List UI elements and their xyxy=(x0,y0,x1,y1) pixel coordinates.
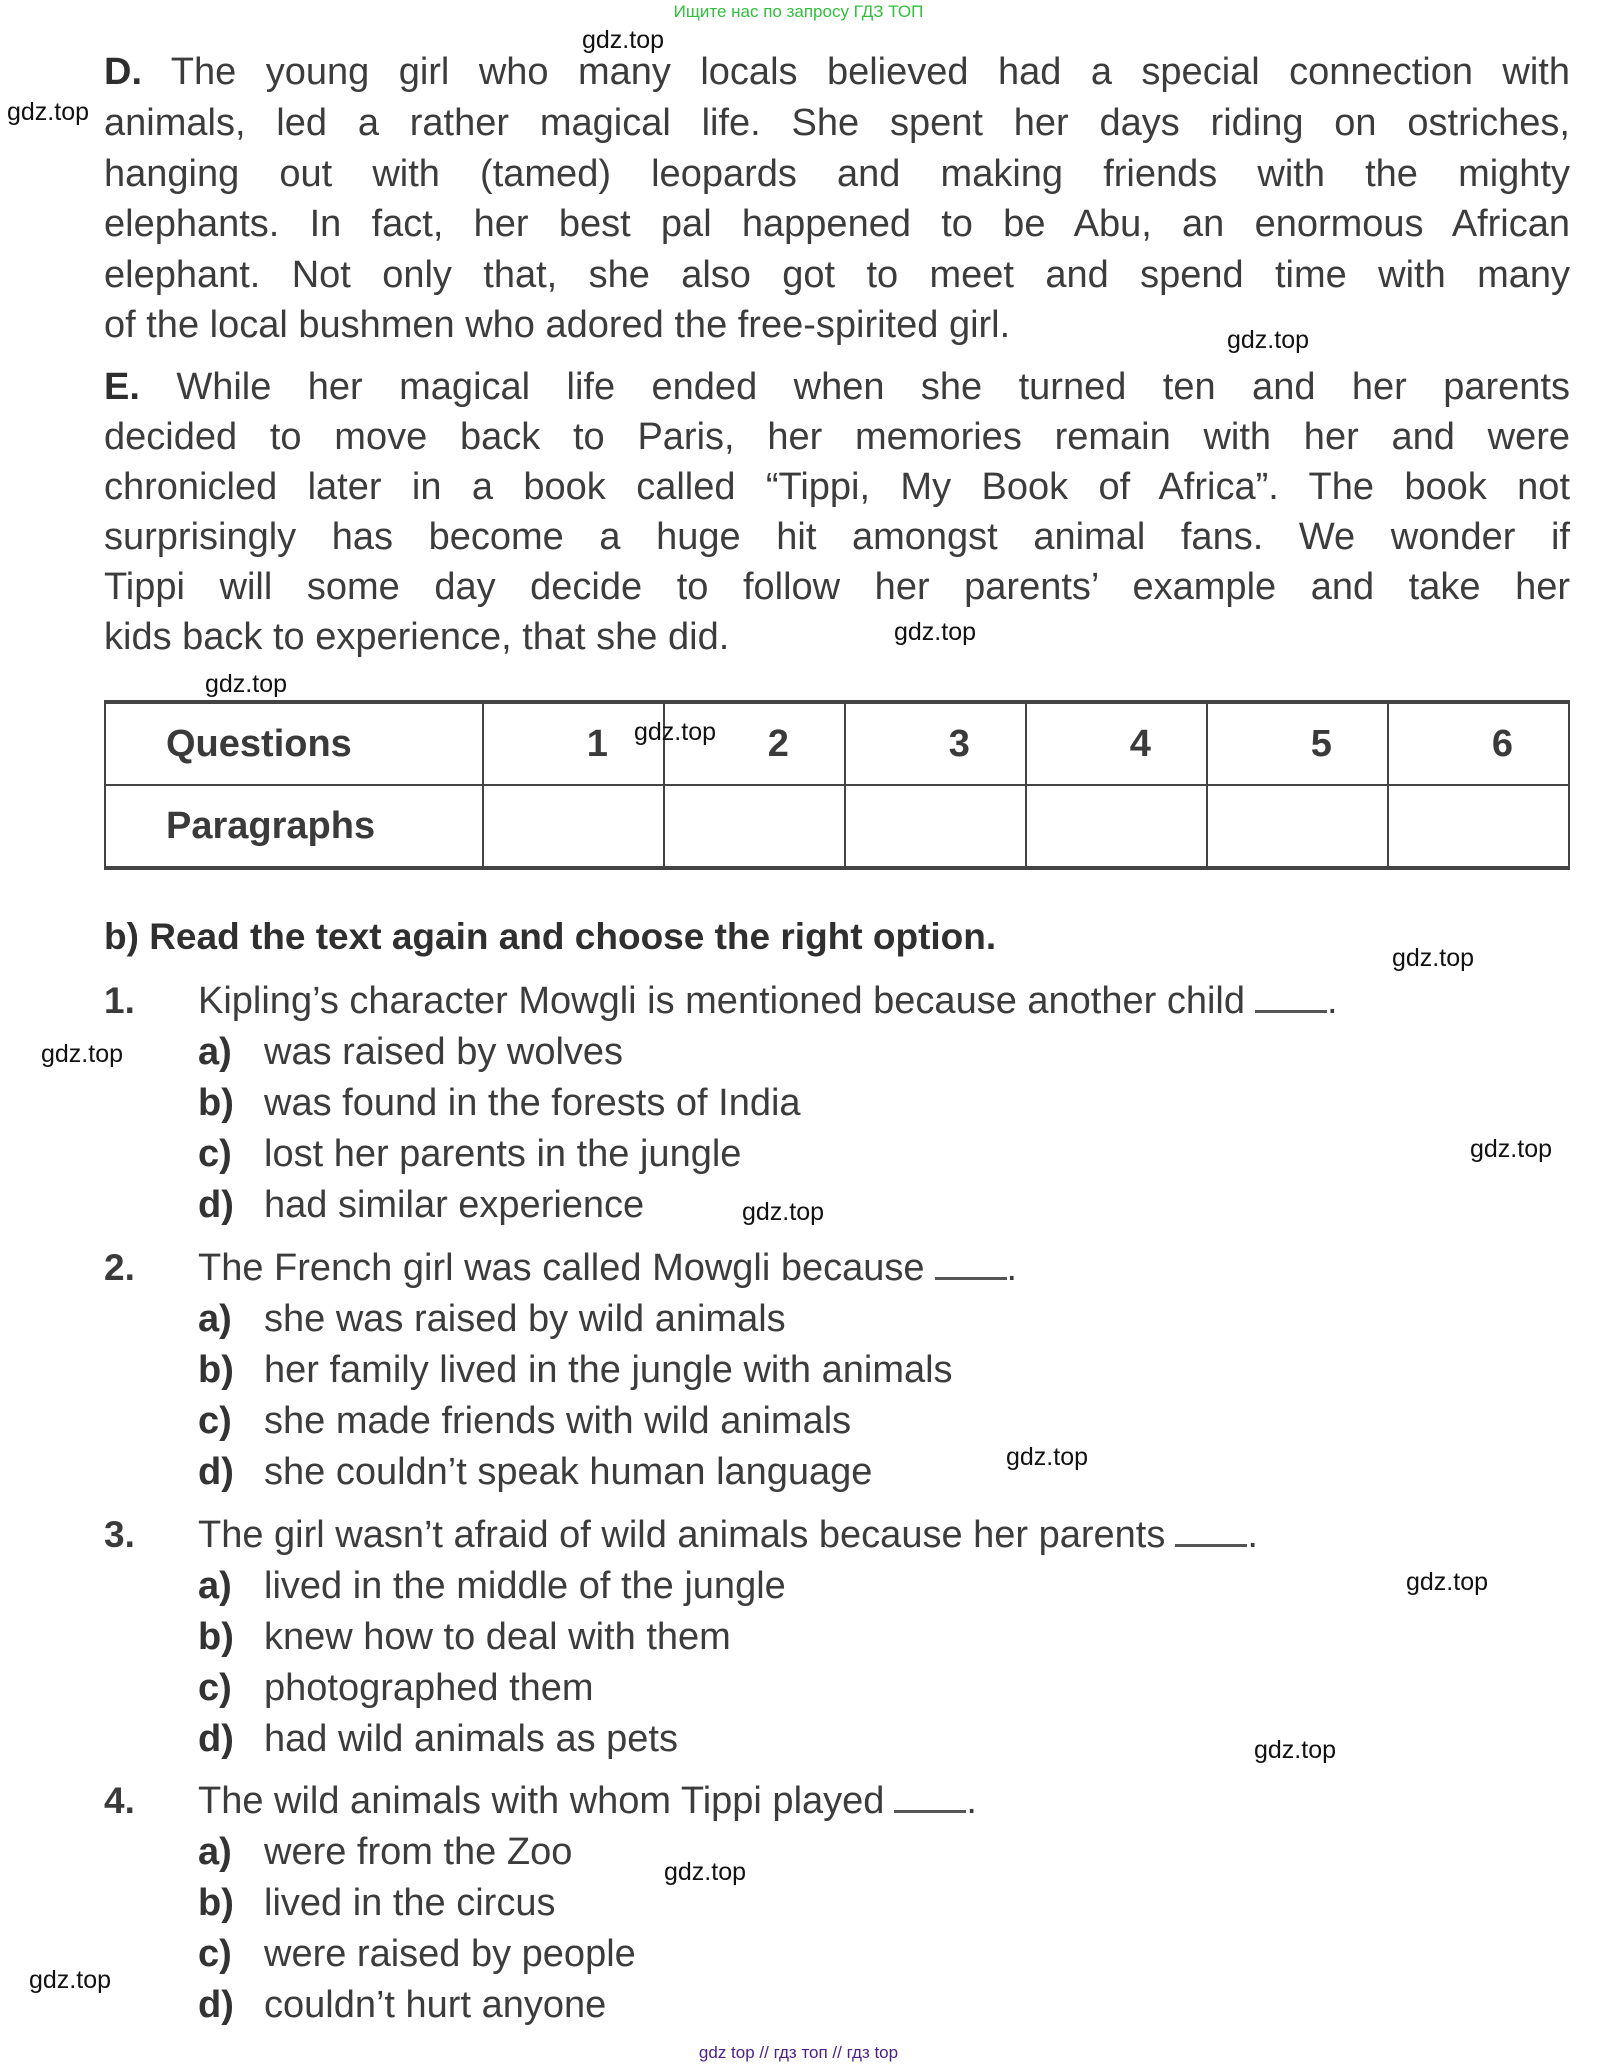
answer-blank xyxy=(1175,1514,1247,1547)
option-letter: b) xyxy=(198,1882,234,1924)
question-number-cell: 4 xyxy=(1026,702,1207,785)
answer-blank xyxy=(935,1247,1007,1280)
paragraph-line: chronicled later in a book called “Tippi, My Book of Africa”. The book not xyxy=(104,466,1570,508)
option-d[interactable] xyxy=(198,1718,678,1761)
paragraph-text: The young girl who many locals believed had a special connection with xyxy=(142,51,1570,93)
paragraph-text: While her magical life ended when she turned ten and her parents xyxy=(139,366,1570,408)
option-letter: b) xyxy=(198,1349,234,1391)
watermark: gdz.top xyxy=(1392,944,1475,972)
paragraph-line: decided to move back to Paris, her memories remain with her and were xyxy=(104,416,1570,458)
option-text: couldn’t hurt anyone xyxy=(264,1984,607,2026)
option-b[interactable] xyxy=(198,1349,953,1392)
question-number-cell: 3 xyxy=(845,702,1026,785)
option-text: she couldn’t speak human language xyxy=(264,1451,873,1493)
option-text: were raised by people xyxy=(264,1933,636,1975)
option-c[interactable] xyxy=(198,1667,594,1710)
answer-cell[interactable] xyxy=(845,785,1026,868)
option-letter: a) xyxy=(198,1831,232,1873)
option-letter: d) xyxy=(198,1451,234,1493)
option-letter: d) xyxy=(198,1718,234,1760)
question-text xyxy=(198,1247,1017,1290)
answer-cell[interactable] xyxy=(1207,785,1388,868)
answer-cell[interactable] xyxy=(483,785,664,868)
question-number-cell: 5 xyxy=(1207,702,1388,785)
option-letter: d) xyxy=(198,1184,234,1226)
option-b[interactable] xyxy=(198,1082,801,1125)
option-letter: d) xyxy=(198,1984,234,2026)
option-text: she made friends with wild animals xyxy=(264,1400,852,1442)
paragraph-line xyxy=(104,362,1570,413)
paragraph-line: surprisingly has become a huge hit amongst animal fans. We wonder if xyxy=(104,516,1570,558)
option-text: lived in the middle of the jungle xyxy=(264,1565,786,1607)
watermark: gdz.top xyxy=(1227,326,1310,354)
option-letter: a) xyxy=(198,1031,232,1073)
question-stem: The girl wasn’t afraid of wild animals because her parents xyxy=(198,1514,1166,1556)
question-stem: The French girl was called Mowgli because xyxy=(198,1247,925,1289)
answer-blank xyxy=(894,1780,966,1813)
watermark: gdz.top xyxy=(1006,1443,1089,1471)
paragraph-letter: D. xyxy=(104,51,142,93)
option-b[interactable] xyxy=(198,1882,555,1925)
question-number-cell: 1 xyxy=(483,702,664,785)
question-stem: The wild animals with whom Tippi played xyxy=(198,1780,885,1822)
paragraph-line: animals, led a rather magical life. She spent her days riding on ostriches, xyxy=(104,102,1570,144)
watermark: gdz.top xyxy=(7,98,90,126)
section-b-heading: b) Read the text again and choose the right option. xyxy=(104,916,997,957)
option-b[interactable] xyxy=(198,1616,731,1659)
option-d[interactable] xyxy=(198,1184,644,1227)
option-a[interactable] xyxy=(198,1298,786,1341)
option-letter: c) xyxy=(198,1133,232,1175)
option-text: was raised by wolves xyxy=(264,1031,624,1073)
option-d[interactable] xyxy=(198,1984,606,2027)
paragraphs-row xyxy=(105,785,1569,868)
watermark: gdz.top xyxy=(634,718,717,746)
paragraph-line: elephants. In fact, her best pal happened to be Abu, an enormous African xyxy=(104,203,1570,245)
watermark: gdz.top xyxy=(29,1966,112,1994)
question-end: . xyxy=(1247,1514,1258,1556)
option-letter: a) xyxy=(198,1565,232,1607)
option-c[interactable] xyxy=(198,1933,636,1976)
option-text: knew how to deal with them xyxy=(264,1616,731,1658)
matching-table xyxy=(104,700,1570,870)
watermark: gdz.top xyxy=(1254,1736,1337,1764)
watermark: gdz.top xyxy=(742,1198,825,1226)
option-letter: b) xyxy=(198,1616,234,1658)
question-number-cell: 6 xyxy=(1388,702,1569,785)
question-number: 4. xyxy=(104,1780,135,1821)
questions-row xyxy=(105,702,1569,785)
paragraph-line xyxy=(104,47,1570,98)
question-number: 3. xyxy=(104,1514,135,1555)
watermark: gdz.top xyxy=(582,26,665,54)
option-text: had wild animals as pets xyxy=(264,1718,678,1760)
option-letter: c) xyxy=(198,1933,232,1975)
row-header-paragraphs: Paragraphs xyxy=(105,785,483,868)
paragraph-line: kids back to experience, that she did. xyxy=(104,616,730,658)
option-letter: c) xyxy=(198,1667,232,1709)
question-number: 2. xyxy=(104,1247,135,1288)
option-a[interactable] xyxy=(198,1031,623,1074)
watermark: gdz.top xyxy=(664,1858,747,1886)
watermark: gdz.top xyxy=(205,670,288,698)
watermark: gdz.top xyxy=(41,1040,124,1068)
answer-cell[interactable] xyxy=(1026,785,1207,868)
paragraph-line: elephant. Not only that, she also got to meet and spend time with many xyxy=(104,254,1570,296)
paragraph-letter: E. xyxy=(104,366,140,408)
option-d[interactable] xyxy=(198,1451,872,1494)
option-text: was found in the forests of India xyxy=(264,1082,801,1124)
paragraph-line: Tippi will some day decide to follow her parents’ example and take her xyxy=(104,566,1570,608)
option-text: were from the Zoo xyxy=(264,1831,573,1873)
footer-watermark: gdz top // гдз топ // гдз top xyxy=(698,2043,899,2062)
answer-cell[interactable] xyxy=(664,785,845,868)
watermark: gdz.top xyxy=(1406,1568,1489,1596)
question-number: 1. xyxy=(104,980,135,1021)
question-stem: Kipling’s character Mowgli is mentioned because another child xyxy=(198,980,1245,1022)
option-c[interactable] xyxy=(198,1400,851,1443)
option-letter: b) xyxy=(198,1082,234,1124)
watermark: gdz.top xyxy=(1470,1135,1553,1163)
watermark: gdz.top xyxy=(894,618,977,646)
row-header-questions: Questions xyxy=(105,702,483,785)
option-text: photographed them xyxy=(264,1667,594,1709)
option-letter: c) xyxy=(198,1400,232,1442)
question-end: . xyxy=(966,1780,977,1822)
question-text xyxy=(198,1514,1258,1557)
option-letter: a) xyxy=(198,1298,232,1340)
option-text: lost her parents in the jungle xyxy=(264,1133,742,1175)
option-a[interactable] xyxy=(198,1831,572,1874)
question-end: . xyxy=(1006,1247,1018,1289)
option-text: had similar experience xyxy=(264,1184,645,1226)
option-text: she was raised by wild animals xyxy=(264,1298,786,1340)
top-banner: Ищите нас по запросу ГДЗ ТОП xyxy=(673,2,924,21)
option-text: lived in the circus xyxy=(264,1882,556,1924)
question-text xyxy=(198,980,1338,1023)
option-text: her family lived in the jungle with animals xyxy=(264,1349,953,1391)
option-a[interactable] xyxy=(198,1565,786,1608)
option-c[interactable] xyxy=(198,1133,741,1176)
paragraph-line: of the local bushmen who adored the free-spirited girl. xyxy=(104,304,1011,346)
answer-cell[interactable] xyxy=(1388,785,1569,868)
paragraph-line: hanging out with (tamed) leopards and making friends with the mighty xyxy=(104,153,1570,195)
question-text xyxy=(198,1780,977,1823)
question-end: . xyxy=(1327,980,1338,1022)
answer-blank xyxy=(1255,980,1327,1013)
question-number-cell: 2 xyxy=(664,702,845,785)
